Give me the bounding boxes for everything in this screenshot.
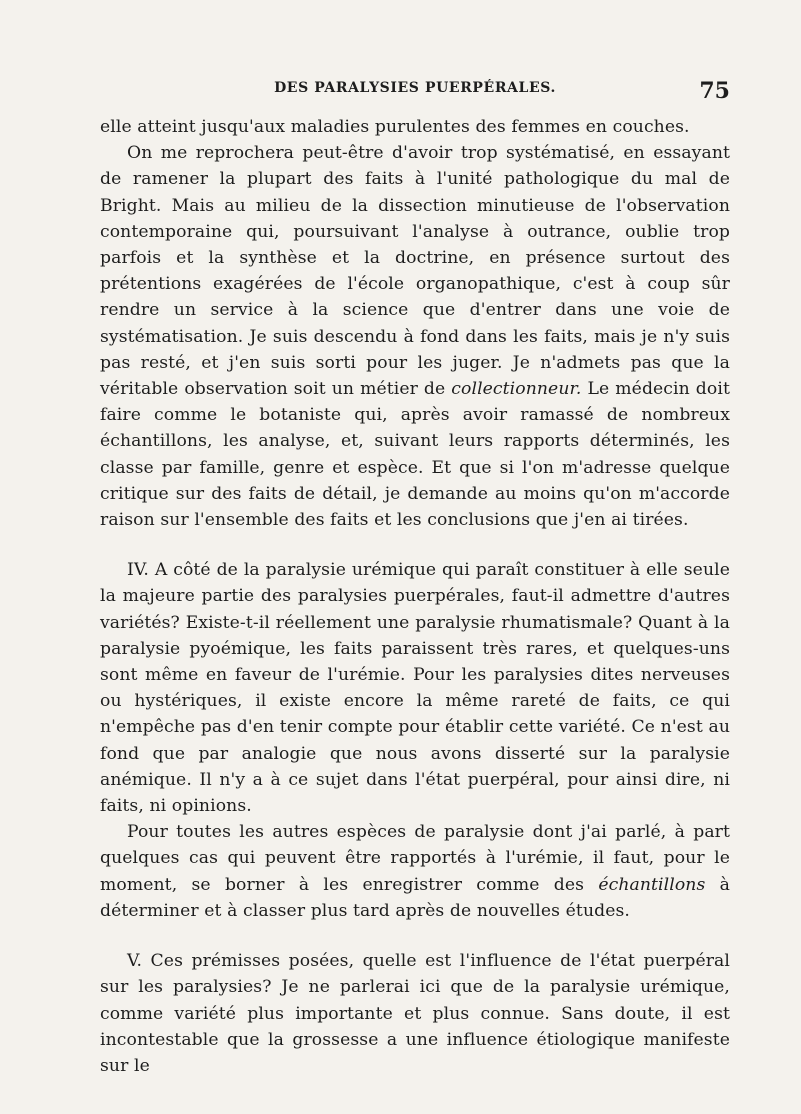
body-text — [100, 114, 730, 1079]
running-title: DES PARALYSIES PUERPÉRALES. — [274, 80, 556, 96]
paragraph-other-species — [100, 819, 730, 924]
italic-term: échantillons — [598, 874, 706, 895]
paragraph-section-v — [100, 948, 730, 1079]
paragraph-text: Pour toutes les autres espèces de paralysie dont j'ai parlé, à part quelques cas qui peuvent être rapportés à l'urémie, il faut, pour le moment, se borner à les enregistrer comme des — [100, 822, 730, 895]
paragraph-section-iv — [100, 557, 730, 819]
paragraph-text: On me reprochera peut-être d'avoir trop systématisé, en essayant de ramener la plupart des faits à l'unité pathologique du mal de Bright. Mais au milieu de la dissection minutieuse de l'observation contemporaine qui, poursuivant l'analyse à outrance, oublie trop parfois et la synthèse et la doctrine, en présence surtout des prétentions exagérées de l'école organopathique, c'est à coup sûr rendre un service à la science que d'entrer dans une voie de systématisation. Je suis descendu à fond dans les faits, mais je n'y suis pas resté, et j'en suis sorti pour les juger. Je n'admets pas que la véritable observation soit un métier de — [100, 143, 730, 400]
paragraph-criticism — [100, 140, 730, 533]
paragraph-text: Le médecin doit faire comme le botaniste qui, après avoir ramassé de nombreux échantillons, les analyse, et, suivant leurs rapports déterminés, les classe par famille, genre et espèce. Et que si l'on m'adresse quelque critique sur des faits de détail, je demande au moins qu'on m'accorde raison sur l'ensemble des faits et les conclusions que j'en ai tirées. — [100, 379, 730, 531]
paragraph-text: V. Ces prémisses posées, quelle est l'influence de l'état puerpéral sur les paralysies? Je ne parlerai ici que de la paralysie urémique, comme variété plus importante et plus connue. Sans doute, il est incontestable que la grossesse a une influence étiologique manifeste sur le — [100, 951, 730, 1076]
paragraph-continuation — [100, 114, 730, 140]
page-header — [100, 80, 730, 104]
paragraph-text: IV. A côté de la paralysie urémique qui paraît constituer à elle seule la majeure partie des paralysies puerpérales, faut-il admettre d'autres variétés? Existe-t-il réellement une paralysie rhumatismale? Quant à la paralysie pyoémique, les faits paraissent très rares, et quelques-uns sont même en faveur de l'urémie. Pour les paralysies dites nerveuses ou hystériques, il existe encore la même rareté de faits, ce qui n'empêche pas d'en tenir compte pour établir cette variété. Ce n'est au fond que par analogie que nous avons disserté sur la paralysie anémique. Il n'y a à ce sujet dans l'état puerpéral, pour ainsi dire, ni faits, ni opinions. — [100, 560, 730, 817]
page-number: 75 — [699, 78, 730, 104]
paragraph-text: elle atteint jusqu'aux maladies purulentes des femmes en couches. — [100, 117, 690, 137]
italic-term: collectionneur. — [451, 379, 582, 400]
paragraph-text: à déterminer et à classer plus tard après de nouvelles études. — [100, 874, 730, 921]
